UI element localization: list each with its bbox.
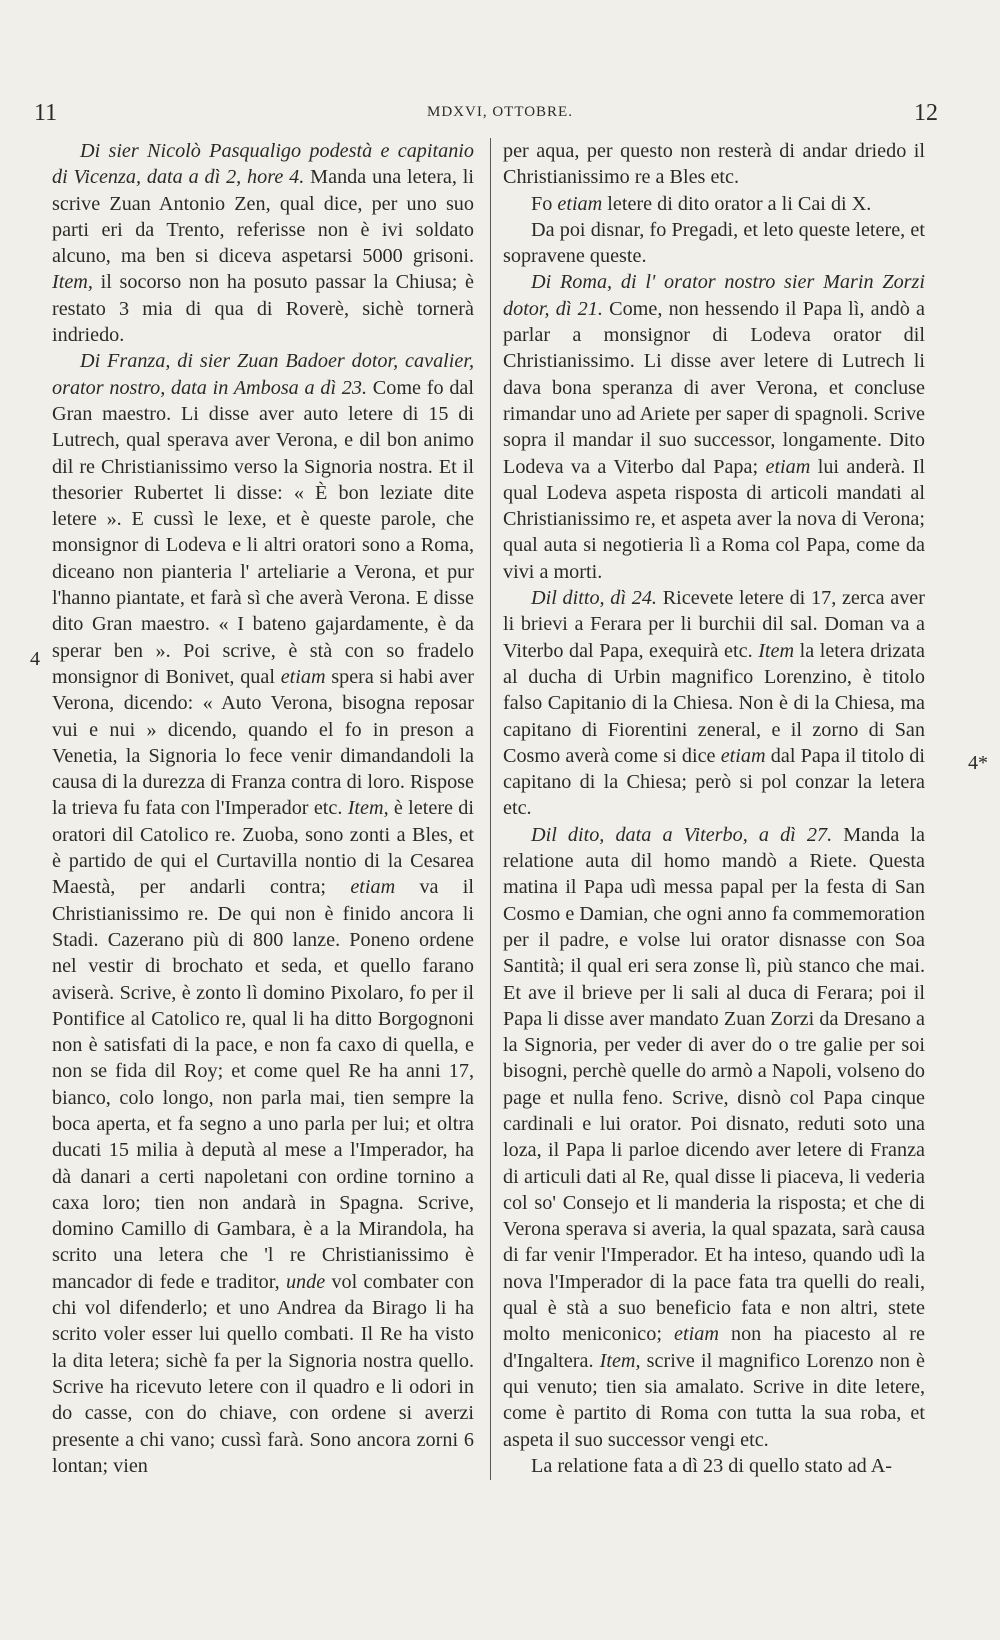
paragraph: [503, 269, 925, 585]
paragraph: Da poi disnar, fo Pregadi, et leto queste letere, et sopravene queste.: [503, 218, 925, 268]
margin-note-right: 4*: [968, 752, 988, 774]
text-run: va il Christianissimo re. De qui non è finido ancora li Stadi. Cazerano più di 800 lanze. Poneno ordene nel vestir di brochato et seda, et quello farano aviserà. Scrive, è zonto lì domino Pixolaro, fo per il Pontifice al Catolico re, qual li ha ditto Borgognoni non è satisfati di la pace, e non fa caxo di quella, e non se fida dil Roy; et come quel Re ha anni 17, bianco, colo longo, non parla mai, tien sempre la boca aperta, et fa segno a uno parla per lui; et oltra ducati 15 milia à deputà al mese a l'Imperador, ha dà danari a certi napoletani con ordine tornino a caxa loro; tien non andarà in Spagna. Scrive, domino Camillo di Gambara, è a la Mirandola, ha scrito una letera che 'l re Christianissimo è mancador di fede e traditor,: [52, 876, 474, 1293]
italic-run: Item: [758, 639, 795, 662]
paragraph: per aqua, per questo non resterà di andar driedo il Christianissimo re a Bles etc.: [503, 140, 925, 189]
italic-run: Item,: [52, 271, 93, 294]
italic-run: etiam: [720, 744, 766, 767]
italic-heading: Di sier Nicolò Pasqualigo podestà e capitanio di Vicenza, data a dì 2, hore 4.: [52, 140, 474, 189]
text-run: la letera drizata al ducha di Urbin magnifico Lorenzino, è titolo falso Capitanio di la Chiesa. Non è di la Chiesa, ma capitano di Fiorentini zeneral, e il zorno di San Cosmo averà come si dice: [503, 639, 925, 767]
text-run: Manda una letera, li scrive Zuan Antonio Zen, qual dice, per uno suo parti eri da Trento, referisse non è ivi soldato alcuno, ma ben si diceva aspetarsi 5000 grisoni.: [52, 166, 474, 268]
paragraph: [503, 822, 925, 1453]
text-run: il socorso non ha posuto passar la Chiusa; è restato 3 mia di qua di Roverè, sichè tornerà indriedo.: [52, 271, 474, 347]
italic-run: Item,: [347, 797, 389, 820]
text-run: vol combater con chi vol difenderlo; et uno Andrea da Birago li ha scrito voler esser lui quello combati. Il Re ha visto la dita letera; sichè fa per la Signoria nostra quello. Scrive ha ricevuto letere con il quadro e li odori in do casse, con do chiave, con ordene si averzi presente a chi vano; cussì farà. Sono ancora zorni 6 lontan; vien: [52, 1270, 475, 1477]
italic-run: Item,: [599, 1349, 641, 1372]
running-title: MDXVI, OTTOBRE.: [427, 104, 573, 120]
text-run: Fo: [531, 192, 558, 215]
italic-run: etiam: [765, 455, 811, 478]
text-run: letere di dito orator a li Cai di X.: [602, 192, 872, 215]
paragraph: [503, 585, 925, 822]
text-run: non ha piacesto al re d'Ingaltera.: [503, 1323, 925, 1372]
left-column: [52, 138, 474, 1479]
right-column: [503, 138, 925, 1479]
text-run: spera si habi aver Verona, dicendo: « Auto Verona, bisogna reposar vui e nui » dicendo, quando el fo in preson a Venetia, la Signoria lo fece venir dimandandoli la causa di la durezza di Franza contra di loro. Rispose la trieva fu fata con l'Imperador etc.: [52, 665, 474, 820]
page-number-left: 11: [34, 100, 58, 126]
paragraph: [503, 191, 925, 217]
text-run: Ricevete letere di 17, zerca aver li brievi a Ferara per li burchii dil sal. Doman va a Viterbo dal Papa, exequirà etc.: [503, 587, 925, 662]
italic-heading: Di Roma, di l' orator nostro sier Marin Zorzi dotor, dì 21.: [503, 271, 925, 320]
text-run: è letere di oratori dil Catolico re. Zuoba, sono zonti a Bles, et è partido de qui el Curtavilla nontio di la Cesarea Maestà, per andarli contra;: [52, 797, 474, 899]
margin-note-left: 4: [30, 648, 40, 670]
italic-heading: Dil dito, data a Viterbo, a dì 27.: [531, 823, 833, 846]
italic-run: etiam: [350, 876, 396, 899]
text-run: dal Papa il titolo di capitano di la Chiesa; però si pol conzar la letera etc.: [503, 744, 925, 820]
text-run: Manda la relatione auta dil homo mandò a Riete. Questa matina il Papa udì messa papal per la festa di San Cosmo e Damian, che ogni anno fa commemoration per il padre, e volse lui orator disnasse con Soa Santità; il qual eri sera zonse lì, più stanco che mai. Et ave il brieve per li sali al duca di Ferara; poi il Papa li disse aver mandato Zuan Zorzi da Dresano a la Signoria, per veder di aver do o tre galie per soi bisogni, perchè quelle do armò a Napoli, volseno do page et nulla feno. Scrive, disnò col Papa cinque cardinali e lui orator. Poi disnato, reduti soto una loza, il Papa li parloe dicendo aver letere di Franza di articuli dati al Re, qual disse li piaceva, li vederia col so' Consejo et li manderia la risposta; et che di Verona sperava si averia, la qual spazata, sarà causa di far venir l'Imperador. Et ha inteso, quando udì la nova l'Imperador di la pace fata tra quelli do reali, qual è stà a suo beneficio fata e non altri, stete molto meniconico;: [503, 823, 925, 1346]
column-divider: [490, 138, 491, 1480]
italic-heading: Dil ditto, dì 24.: [531, 587, 657, 610]
italic-run: etiam: [280, 665, 326, 688]
text-run: lui anderà. Il qual Lodeva aspeta risposta di articoli mandati al Christianissimo re, et aspeta aver la nova di Verona; qual auta si negotieria lì a Roma col Papa, come da vivi a morti.: [503, 455, 925, 583]
page-header: [0, 100, 1000, 130]
italic-run: etiam: [557, 192, 603, 215]
text-run: Come fo dal Gran maestro. Li disse aver auto letere di 15 di Lutrech, qual sperava aver Verona, e dil bon animo dil re Christianissimo verso la Signoria nostra. Et il thesorier Rubertet li disse: « È bon leziate dite letere ». E cussì le lexe, et è queste parole, che monsignor di Lodeva e li altri oratori sono a Roma, diceano non pianteria l' arteliarie a Verona, et pur l'hanno piantate, et farà sì che averà Verona. E disse dito Gran maestro. « I bateno gajardamente, è da sperar ben ». Poi scrive, è stà con so fradelo monsignor di Bonivet, qual: [52, 376, 474, 688]
italic-run: unde: [285, 1270, 326, 1293]
text-run: Come, non hessendo il Papa lì, andò a parlar a monsignor di Lodeva orator dil Christianissimo. Li disse aver letere di Lutrech li dava bona speranza di aver Verona, et concluse rimandar uno ad Ariete per saper di spagnoli. Scrive sopra il mandar il suo successor, longamente. Dito Lodeva va a Viterbo dal Papa;: [503, 297, 926, 478]
paragraph: [52, 348, 474, 1479]
paragraph: [52, 138, 474, 348]
paragraph: La relatione fata a dì 23 di quello stato ad A-: [531, 1454, 893, 1477]
italic-run: etiam: [674, 1323, 719, 1346]
text-run: scrive il magnifico Lorenzo non è qui venuto; tien sia amalato. Scrive in dite letere, come è partito di Roma con tutta la sua roba, et aspeta il suo successor vengi etc.: [503, 1349, 925, 1451]
italic-heading: Di Franza, di sier Zuan Badoer dotor, cavalier, orator nostro, data in Ambosa a dì 23.: [52, 350, 474, 399]
page-number-right: 12: [914, 100, 938, 126]
